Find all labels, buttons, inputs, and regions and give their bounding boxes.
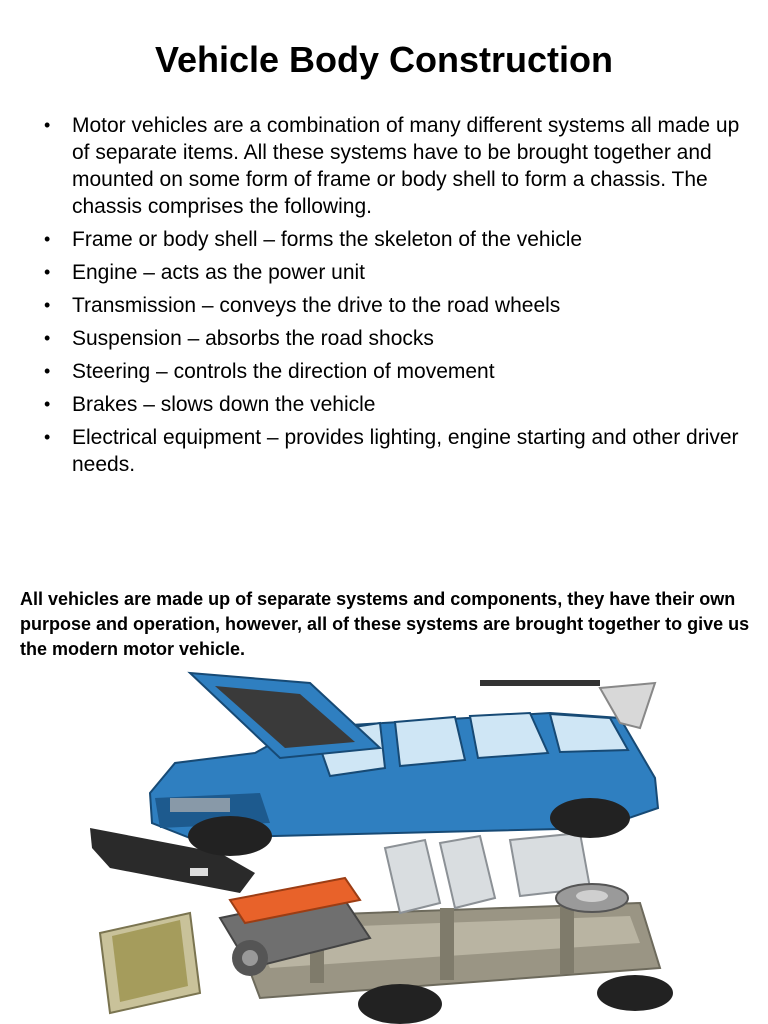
bullet-icon: • — [44, 328, 51, 348]
list-item: • Motor vehicles are a combination of many different systems all made up of separate items. All these systems have to be brought together and mounted on some form of frame or body shell to form a chassis. The chassis comprises the following. — [44, 114, 740, 218]
bullet-icon: • — [44, 229, 51, 249]
bullet-icon: • — [44, 262, 51, 282]
spare-wheel — [556, 884, 628, 912]
list-item: • Brakes – slows down the vehicle — [44, 393, 376, 416]
bullet-list — [40, 112, 740, 484]
summary-text: All vehicles are made up of separate systems and components, they have their own purpose and operation, however, all of these systems are brought together to give us the modern motor vehicle. — [20, 589, 750, 659]
list-item: • Electrical equipment – provides lighting, engine starting and other driver needs. — [44, 426, 739, 476]
list-item: • Transmission – conveys the drive to the road wheels — [44, 294, 561, 317]
radiator — [100, 913, 200, 1013]
bullet-icon: • — [44, 295, 51, 315]
bullet-icon: • — [44, 394, 51, 414]
exploded-vehicle-illustration — [80, 668, 680, 1024]
list-item: • Frame or body shell – forms the skeleton of the vehicle — [44, 228, 583, 251]
bullet-icon: • — [44, 427, 51, 447]
open-hood — [190, 673, 380, 758]
list-item: • Engine – acts as the power unit — [44, 261, 366, 284]
bullet-icon: • — [44, 115, 51, 135]
page-title: Vehicle Body Construction — [154, 39, 614, 80]
list-item: • Suspension – absorbs the road shocks — [44, 327, 434, 350]
bullet-icon: • — [44, 361, 51, 381]
list-item: • Steering – controls the direction of movement — [44, 360, 495, 383]
